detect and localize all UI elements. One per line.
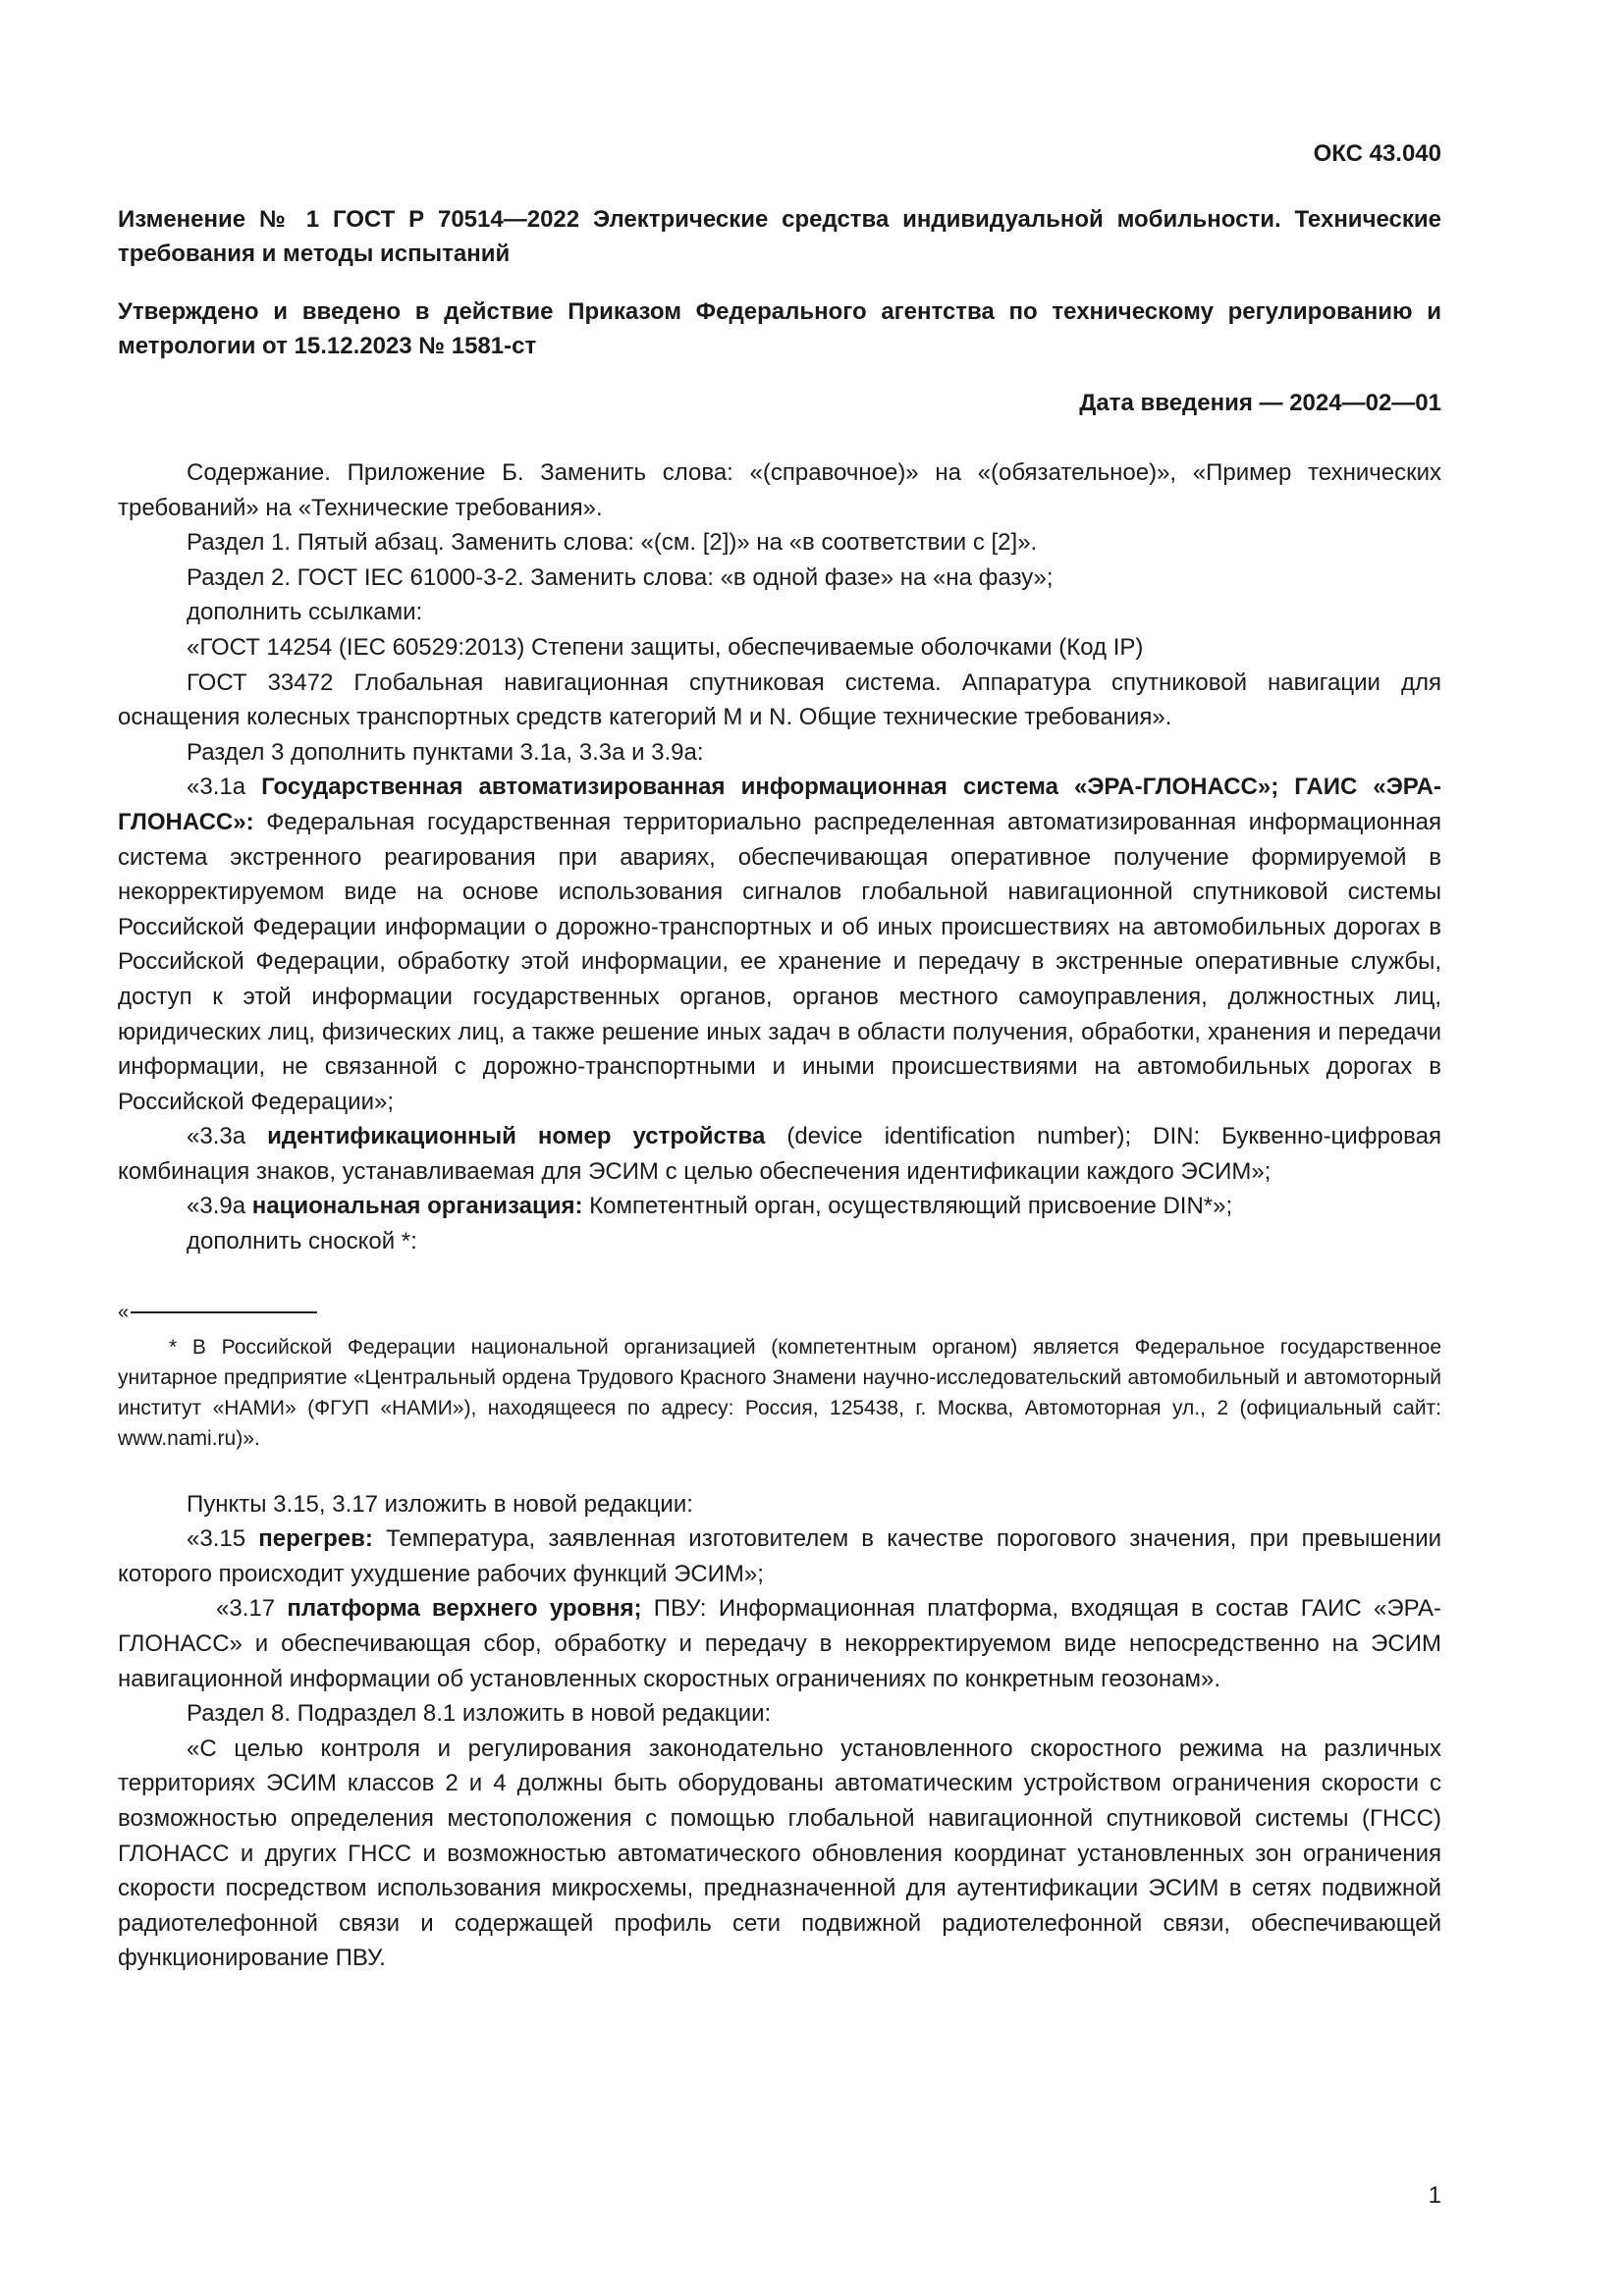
paragraph: Пункты 3.15, 3.17 изложить в новой редакции: — [187, 1490, 693, 1518]
definition-paragraph — [118, 770, 1441, 1119]
document-title: Изменение № 1 ГОСТ Р 70514—2022 Электрические средства индивидуальной мобильности. Технические требования и методы испытаний — [118, 206, 1441, 267]
footnote-text: * В Российской Федерации национальной организацией (компетентным органом) является Федеральное государственное унитарное предприятие «Центральный ордена Трудового Красного Знамени научно-исследовательский автомобильный и автомоторный институт «НАМИ» (ФГУП «НАМИ»), находящееся по адресу: Россия, 125438, г. Москва, Автомоторная ул., 2 (официальный сайт: www.nami.ru)». — [118, 1335, 1441, 1450]
footnote-rule-line — [131, 1311, 317, 1313]
definition-paragraph — [118, 1522, 1441, 1591]
footnote-quote-mark: « — [118, 1301, 130, 1323]
definition-paragraph — [118, 1189, 1441, 1224]
definition-term: платформа верхнего уровня; — [287, 1595, 642, 1623]
classification-code: ОКС 43.040 — [1313, 140, 1441, 167]
document-body — [118, 455, 1441, 1976]
definition-paragraph — [118, 1119, 1441, 1189]
effective-date: Дата введения — 2024—02—01 — [1079, 390, 1441, 416]
definition-paragraph — [118, 1591, 1441, 1696]
definition-text: Федеральная государственная территориально распределенная автоматизированная информационная система экстренного реагирования при авариях, обеспечивающая оперативное получение формируемой в некорректируемом виде на основе использования сигналов глобальной навигационной спутниковой системы Российской Федерации информации о дорожно-транспортных и об иных происшествиях на автомобильных дорогах в Российской Федерации, обработку этой информации, ее хранение и передачу в экстренные оперативные службы, доступ к этой информации государственных органов, органов местного самоуправления, должностных лиц, юридических лиц, физических лиц, а также решение иных задач в области получения, обработки, хранения и передачи информации, не связанной с дорожно-транспортными и иными происшествиями на автомобильных дорогах в Российской Федерации»; — [118, 808, 1441, 1115]
paragraph: Раздел 8. Подраздел 8.1 изложить в новой редакции: — [187, 1700, 772, 1728]
definition-text: Компетентный орган, осуществляющий присвоение DIN*»; — [582, 1193, 1233, 1220]
footnote-separator — [118, 1301, 1441, 1324]
paragraph: «ГОСТ 14254 (IEC 60529:2013) Степени защиты, обеспечиваемые оболочками (Код IP) — [187, 633, 1144, 661]
definition-term: идентификационный номер устройства — [267, 1123, 766, 1150]
definition-term: национальная организация: — [251, 1193, 583, 1220]
definition-number: «3.17 — [216, 1595, 288, 1623]
definition-number: «3.9а — [187, 1193, 252, 1220]
definition-text: Температура, заявленная изготовителем в качестве порогового значения, при превышении которого происходит ухудшение рабочих функций ЭСИМ»; — [118, 1525, 1442, 1587]
page-number: 1 — [1428, 2182, 1441, 2209]
definition-term: перегрев: — [258, 1525, 373, 1553]
paragraph: ГОСТ 33472 Глобальная навигационная спутниковая система. Аппаратура спутниковой навигации для оснащения колесных транспортных средств категорий M и N. Общие технические требования». — [118, 668, 1441, 731]
paragraph: дополнить ссылками: — [187, 599, 423, 626]
definition-term: Государственная автоматизированная информационная система «ЭРА-ГЛОНАСС»; ГАИС «ЭРА-ГЛОНАСС»: — [118, 774, 1441, 835]
definition-number: «3.15 — [187, 1525, 259, 1553]
paragraph: Раздел 3 дополнить пунктами 3.1а, 3.3а и 3.9а: — [187, 738, 704, 766]
footnote-block — [118, 1301, 1441, 1454]
paragraph: «С целью контроля и регулирования законодательно установленного скоростного режима на различных территориях ЭСИМ классов 2 и 4 должны быть оборудованы автоматическим устройством ограничения скорости с возможностью определения местоположения с помощью глобальной навигационной спутниковой системы (ГНСС) ГЛОНАСС и других ГНСС и возможностью автоматического обновления координат установленных зон ограничения скорости посредством использования микросхемы, предназначенной для аутентификации ЭСИМ в сетях подвижной радиотелефонной связи и содержащей профиль сети подвижной радиотелефонной связи, обеспечивающей функционирование ПВУ. — [118, 1735, 1441, 1972]
approval-statement: Утверждено и введено в действие Приказом Федерального агентства по техническому регулированию и метрологии от 15.12.2023 № 1581-ст — [118, 298, 1441, 359]
definition-text: (device identification number); DIN: Буквенно-цифровая комбинация знаков, устанавливаемая для ЭСИМ с целью обеспечения идентификации каждого ЭСИМ»; — [118, 1123, 1441, 1185]
document-page — [118, 137, 1441, 1976]
paragraph: Раздел 1. Пятый абзац. Заменить слова: «(см. [2])» на «в соответствии с [2]». — [187, 529, 1038, 557]
definition-number: «3.1а — [187, 774, 262, 801]
definition-text: ПВУ: Информационная платформа, входящая в состав ГАИС «ЭРА-ГЛОНАСС» и обеспечивающая сбор, обработку и передачу в некорректируемом виде непосредственно на ЭСИМ навигационной информации об установленных скоростных ограничениях по конкретным геозонам». — [118, 1595, 1441, 1692]
paragraph: Содержание. Приложение Б. Заменить слова: «(справочное)» на «(обязательное)», «Пример технических требований» на «Технические требования». — [118, 459, 1441, 521]
definition-number: «3.3а — [187, 1123, 268, 1150]
paragraph: дополнить сноской *: — [187, 1228, 417, 1255]
paragraph: Раздел 2. ГОСТ IEC 61000-3-2. Заменить слова: «в одной фазе» на «на фазу»; — [187, 563, 1054, 591]
